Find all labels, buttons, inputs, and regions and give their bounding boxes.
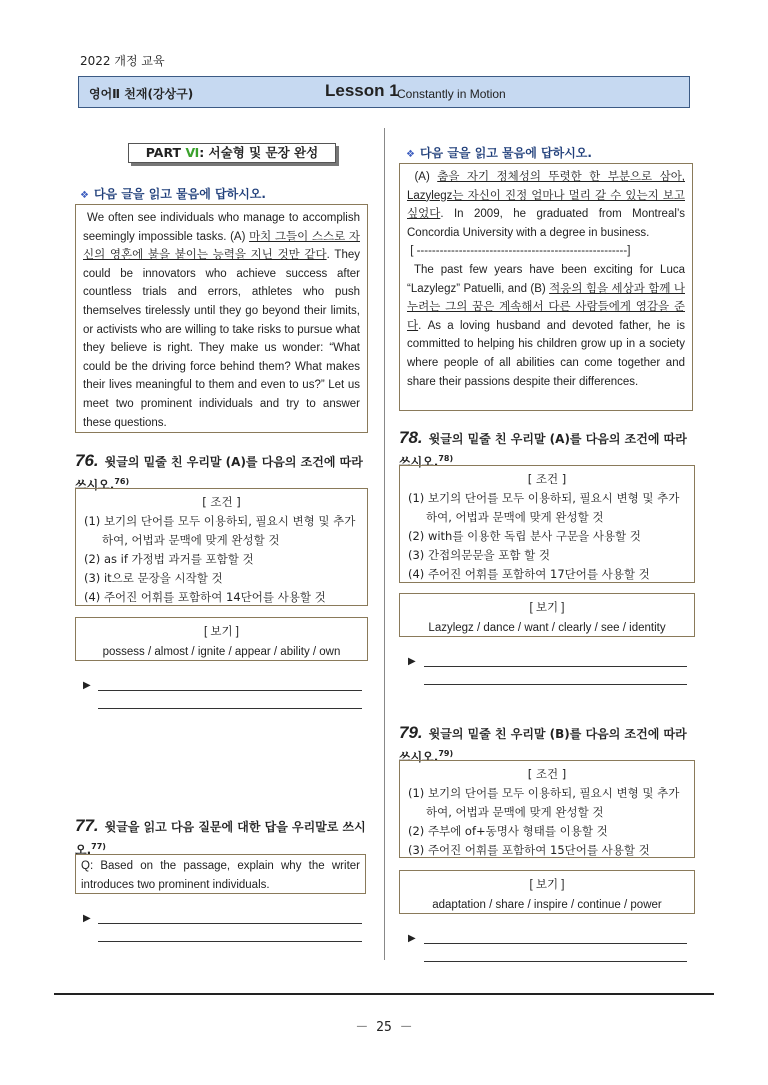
q78-bogi-words: Lazylegz / dance / want / clearly / see / identity	[428, 622, 666, 634]
q79-condition-2: (2) 주부에 of+동명사 형태를 이용할 것	[408, 824, 608, 838]
lesson-number: Lesson 1	[325, 81, 399, 100]
q78-condition-2: (2) with를 이용한 독립 분사 구문을 사용할 것	[408, 529, 641, 543]
q76-bogi-words: possess / almost / ignite / appear / ability / own	[102, 646, 341, 658]
q78-answer-arrow-icon: ▶	[408, 656, 416, 667]
question-78-text: 윗글의 밑줄 친 우리말 (A)를 다음의 조건에 따라 쓰시오.	[399, 432, 687, 469]
q77-answer-line-2[interactable]	[98, 941, 362, 942]
question-77-number: 77.	[75, 816, 99, 835]
q76-conditions-box	[75, 488, 368, 606]
q78-condition-1: (1) 보기의 단어를 모두 이용하되, 필요시 변형 및 추가하여, 어법과 문맥에 맞게 완성할 것	[408, 491, 680, 524]
q76-conditions-title: [ 조건 ]	[202, 495, 241, 509]
q79-bogi-words: adaptation / share / inspire / continue / power	[432, 899, 662, 911]
q79-answer-line-2[interactable]	[424, 961, 687, 962]
q76-answer-arrow-icon: ▶	[83, 680, 91, 691]
q78-condition-4: (4) 주어진 어휘를 포함하여 17단어를 사용할 것	[408, 567, 650, 581]
q78-condition-3: (3) 간접의문문을 포함 할 것	[408, 548, 551, 562]
directive-right	[406, 144, 592, 161]
q77-answer-arrow-icon: ▶	[83, 913, 91, 924]
curriculum-label: 2022 개정 교육	[80, 54, 165, 68]
part-title	[128, 143, 336, 163]
q76-condition-1: (1) 보기의 단어를 모두 이용하되, 필요시 변형 및 추가하여, 어법과 문맥에 맞게 완성할 것	[84, 514, 356, 547]
question-77-ref: 77)	[91, 842, 106, 851]
question-78-number: 78.	[399, 428, 423, 447]
q79-answer-arrow-icon: ▶	[408, 933, 416, 944]
part-number: Ⅵ	[185, 145, 200, 160]
question-79-number: 79.	[399, 723, 423, 742]
page-number: － 25 －	[355, 1020, 413, 1035]
question-77-text: 윗글을 읽고 다음 질문에 대한 답을 우리말로 쓰시오.	[75, 820, 366, 857]
passage-2-bracket: [ -------------------------------------------------------]	[410, 245, 631, 258]
q79-bogi-box	[399, 870, 695, 914]
q76-bogi-title: [ 보기 ]	[204, 626, 239, 638]
q76-answer-line-2[interactable]	[98, 708, 362, 709]
footer-rule	[54, 993, 714, 995]
passage-1-text-a: We often see individuals who manage to accomplish seemingly impossible tasks. (A)	[83, 212, 360, 243]
q79-condition-3: (3) 주어진 어휘를 포함하여 15단어를 사용할 것	[408, 843, 650, 857]
directive-left	[80, 185, 266, 202]
diamond-icon: ❖	[80, 190, 89, 201]
q79-answer-line-1[interactable]	[424, 943, 687, 944]
column-divider	[384, 128, 385, 960]
question-79-text: 윗글의 밑줄 친 우리말 (B)를 다음의 조건에 따라 쓰시오.	[399, 727, 687, 764]
passage-1	[75, 204, 368, 433]
q76-condition-4: (4) 주어진 어휘를 포함하여 14단어를 사용할 것	[84, 590, 326, 604]
question-78-ref: 78)	[438, 454, 454, 463]
q76-answer-line-1[interactable]	[98, 690, 362, 691]
q79-condition-1: (1) 보기의 단어를 모두 이용하되, 필요시 변형 및 추가하여, 어법과 문맥에 맞게 완성할 것	[408, 786, 680, 819]
passage-2	[399, 163, 693, 411]
q77-question-box	[75, 854, 366, 894]
part-prefix: PART	[145, 145, 182, 160]
q76-condition-3: (3) it으로 문장을 시작할 것	[84, 571, 223, 585]
lesson-title: Constantly in Motion	[397, 87, 506, 101]
passage-2-text-c: The past few years have been exciting for Luca “Lazylegz” Patuelli, and (B)	[407, 263, 685, 295]
lesson-header-bar	[78, 76, 690, 108]
q78-bogi-box	[399, 593, 695, 637]
passage-1-text-b: . They could be innovators who achieve success after countless trials and errors, athletes who push themselves tirelessly until they go beyond their limits, or activists who are willing to take risks to pursue what they believe is right. They make us wonder: “What could be the driving force behind them? What makes their lives meaningful to them and even to us?” Let us meet two prominent individuals and try to answer these questions.	[83, 249, 360, 429]
part-suffix: : 서술형 및 문장 완성	[199, 145, 319, 160]
q79-bogi-title: [ 보기 ]	[529, 879, 565, 891]
passage-2-underline-a: 춤을 자기 정체성의 뚜렷한 한 부분으로 삼아, Lazylegz는 자신이 진정 얼마나 멀리 갈 수 있는지 보고 싶었다	[407, 171, 685, 221]
diamond-icon: ❖	[406, 149, 415, 160]
directive-text: 다음 글을 읽고 물음에 답하시오.	[93, 187, 266, 201]
book-title: 영어Ⅱ 천재(강상구)	[89, 87, 194, 101]
q77-question-text: Q: Based on the passage, explain why the writer introduces two prominent individuals.	[81, 860, 360, 891]
question-76-ref: 76)	[114, 477, 130, 486]
q79-conditions-box	[399, 760, 695, 858]
q78-conditions-box	[399, 465, 695, 583]
passage-2-text-b: . In 2009, he graduated from Montreal’s Concordia University with a degree in business.	[407, 208, 685, 239]
question-76-text: 윗글의 밑줄 친 우리말 (A)를 다음의 조건에 따라 쓰시오.	[75, 455, 363, 492]
passage-1-underline-a: 마치 그들이 스스로 자신의 영혼에 불을 붙이는 능력을 지닌 것만 같다	[83, 230, 360, 262]
question-76-number: 76.	[75, 451, 99, 470]
directive-text: 다음 글을 읽고 물음에 답하시오.	[419, 146, 592, 160]
passage-2-text-d: . As a loving husband and devoted father, he is committed to helping his children grow up in a society where people of all abilities can come together and share their passions despite their differences.	[407, 319, 685, 388]
q79-conditions-title: [ 조건 ]	[527, 767, 567, 781]
q78-conditions-title: [ 조건 ]	[527, 472, 567, 486]
q77-answer-line-1[interactable]	[98, 923, 362, 924]
q78-bogi-title: [ 보기 ]	[529, 602, 565, 614]
q78-answer-line-1[interactable]	[424, 666, 687, 667]
passage-2-text-a: (A)	[414, 171, 438, 183]
q76-bogi-box	[75, 617, 368, 661]
q78-answer-line-2[interactable]	[424, 684, 687, 685]
passage-2-underline-b: 적응의 힘을 세상과 함께 나누려는 그의 꿈은 계속해서 다른 사람들에게 영감을 준다	[407, 282, 685, 332]
question-79-ref: 79)	[438, 749, 454, 758]
q76-condition-2: (2) as if 가정법 과거를 포함할 것	[84, 552, 254, 566]
